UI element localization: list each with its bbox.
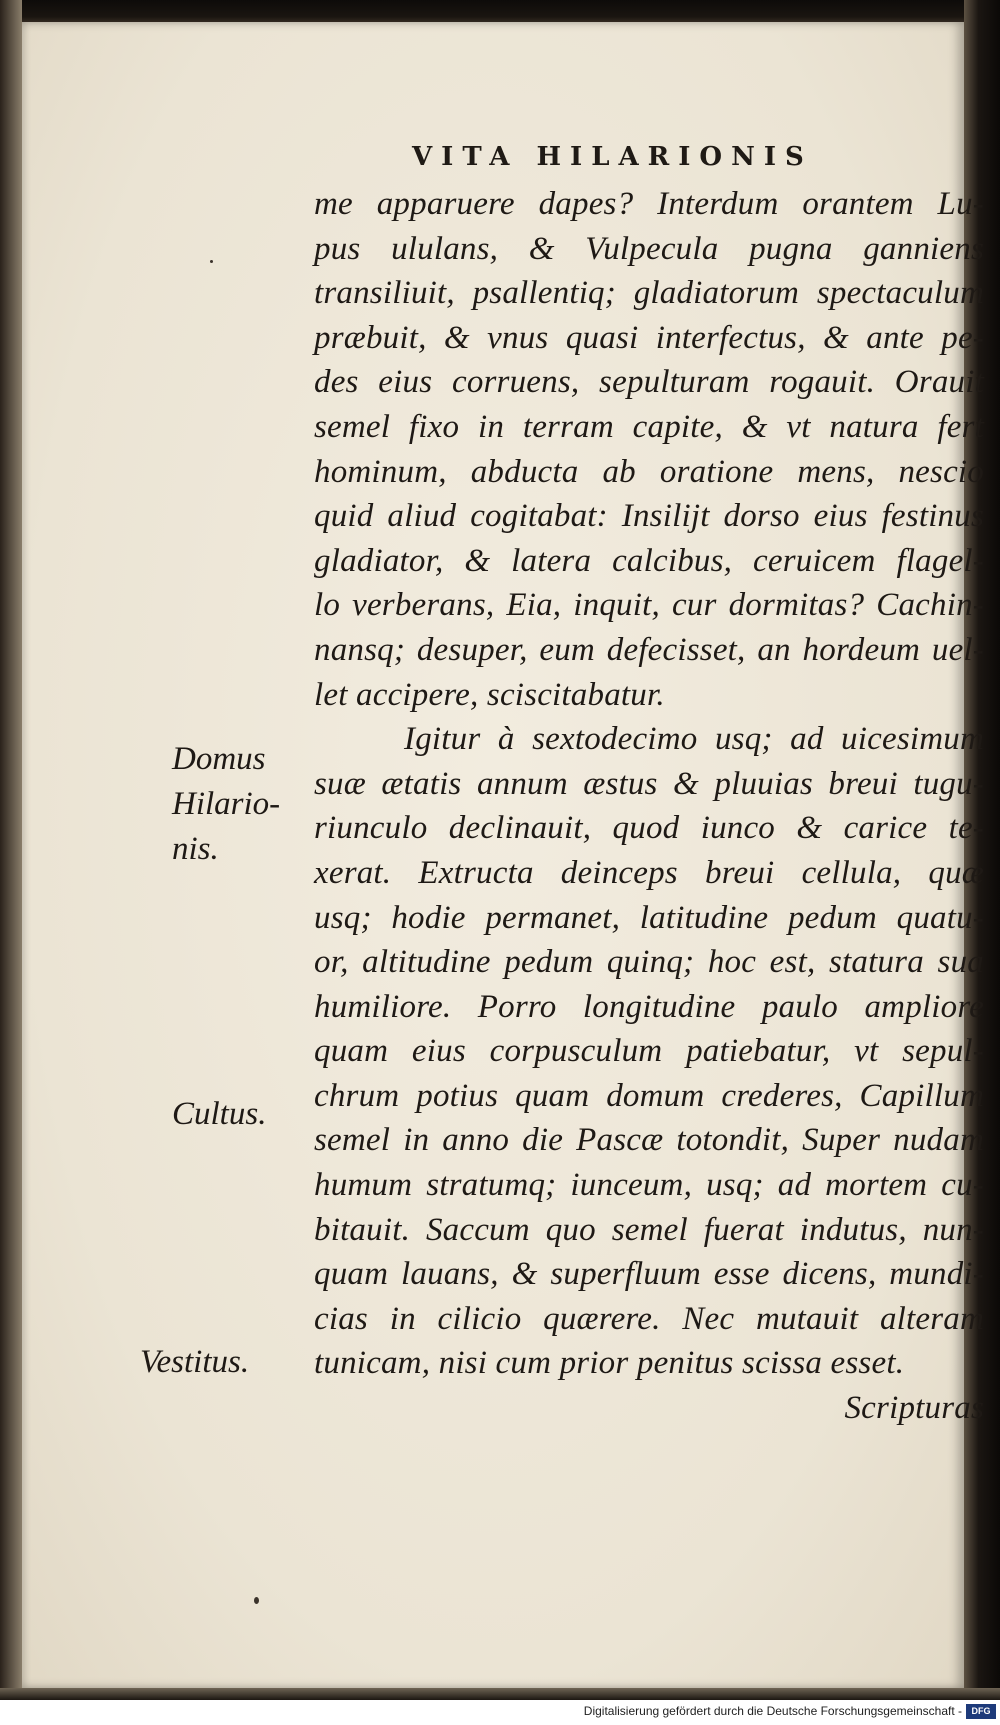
margin-note-domus-2: Hilario- (172, 786, 281, 822)
text-line: pus ululans, & Vulpecula pugna ganniens (314, 230, 984, 267)
book-left-edge (0, 0, 22, 1700)
paragraph-start-line: Igitur à sextodecimo usq; ad uicesimum (404, 721, 984, 758)
text-line: præbuit, & vnus quasi interfectus, & ante pe- (314, 319, 984, 356)
text-line: semel in anno die Pascæ totondit, Super nudam (314, 1122, 984, 1159)
text-line: chrum potius quam domum crederes, Capillum (314, 1077, 984, 1114)
text-line: let accipere, sciscitabatur. (314, 676, 665, 713)
text-line: des eius corruens, sepulturam rogauit. Orauit (314, 364, 984, 401)
text-line: hominum, abducta ab oratione mens, nescio (314, 453, 984, 490)
text-line: quam eius corpusculum patiebatur, vt sepul- (314, 1033, 984, 1070)
book-bottom-edge (0, 1688, 1000, 1700)
ink-speck (254, 1597, 259, 1604)
text-line: usq; hodie permanet, latitudine pedum quatu- (314, 899, 984, 936)
margin-note-vestitus: Vestitus. (140, 1344, 250, 1380)
text-line: lo verberans, Eia, inquit, cur dormitas? Cachin- (314, 587, 984, 624)
text-line: tunicam, nisi cum prior penitus scissa esset. (314, 1345, 905, 1382)
text-line: xerat. Extructa deinceps breui cellula, quæ (314, 854, 984, 891)
text-line: quid aliud cogitabat: Insilijt dorso eius festinus (314, 498, 984, 535)
text-line: suæ ætatis annum æstus & pluuias breui tugu- (314, 765, 984, 802)
running-head: VITA HILARIONIS (412, 142, 813, 172)
text-line: or, altitudine pedum quinq; hoc est, statura sua (314, 944, 984, 981)
text-line: semel fixo in terram capite, & vt natura fert (314, 408, 984, 445)
text-line: bitauit. Saccum quo semel fuerat indutus, nun- (314, 1211, 984, 1248)
margin-note-domus: Domus (172, 741, 266, 777)
body-text (314, 182, 984, 1431)
text-line: humum stratumq; iunceum, usq; ad mortem cu- (314, 1167, 984, 1204)
text-line: humiliore. Porro longitudine paulo ampliore (314, 988, 984, 1025)
footer-credit-text: Digitalisierung gefördert durch die Deutsche Forschungsgemeinschaft - (583, 1704, 962, 1718)
catchword: Scripturas (844, 1390, 984, 1427)
dfg-logo-icon: DFG (966, 1704, 996, 1719)
text-line: me apparuere dapes? Interdum orantem Lu- (314, 186, 984, 222)
text-line: transiliuit, psallentiq; gladiatorum spectaculum (314, 275, 984, 312)
text-line: quam lauans, & superfluum esse dicens, mundi- (314, 1256, 984, 1293)
book-page (22, 22, 984, 1688)
text-line: gladiator, & latera calcibus, ceruicem flagel- (314, 542, 984, 579)
margin-note-cultus: Cultus. (172, 1096, 267, 1132)
ink-speck (210, 260, 213, 263)
margin-note-domus-3: nis. (172, 831, 219, 867)
text-line: nansq; desuper, eum defecisset, an hordeum uel- (314, 631, 984, 668)
text-line: cias in cilicio quærere. Nec mutauit alteram (314, 1300, 984, 1337)
text-line: riunculo declinauit, quod iunco & carice te- (314, 810, 984, 847)
book-top-edge (0, 0, 1000, 24)
digitization-footer (0, 1700, 1000, 1725)
